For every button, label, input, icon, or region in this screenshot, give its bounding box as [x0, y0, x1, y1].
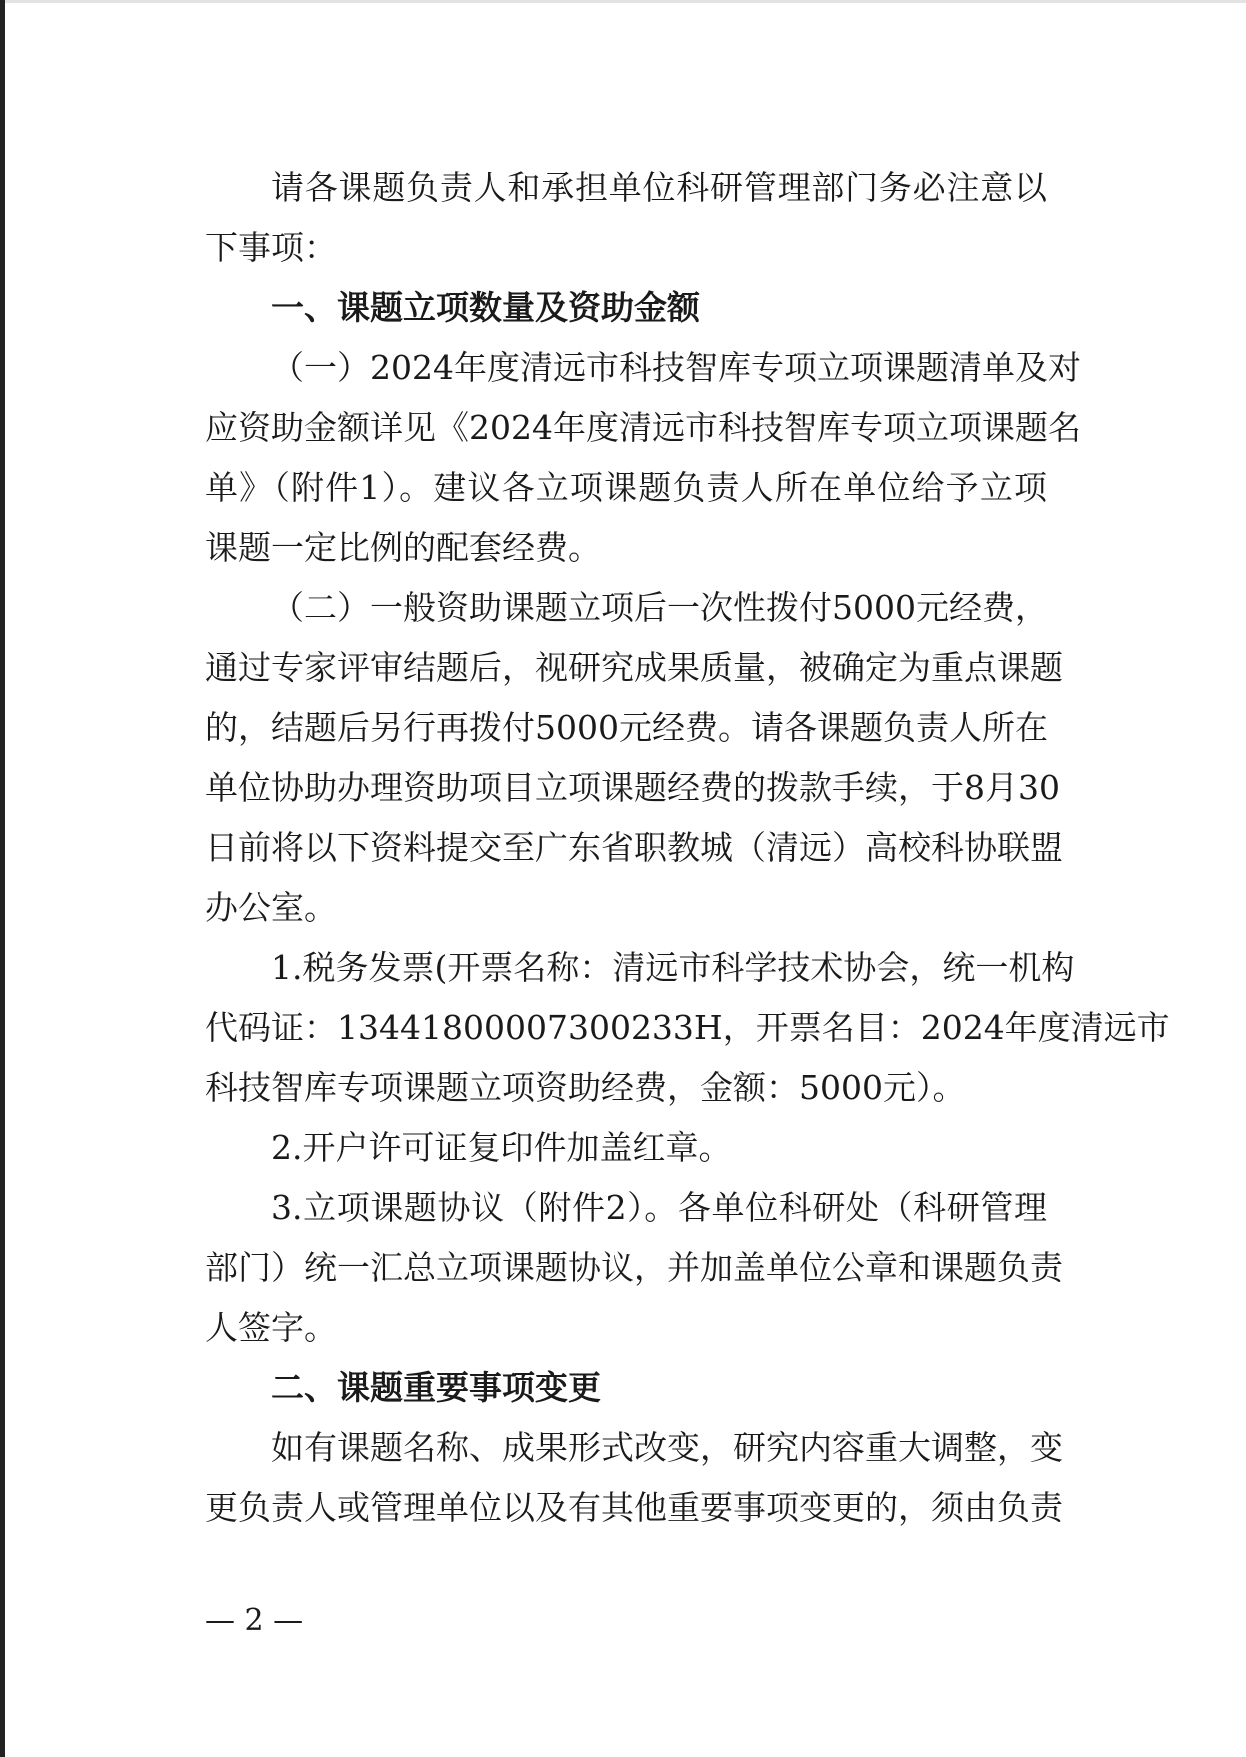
paragraph-line: 的，结题后另行再拨付5000元经费。请各课题负责人所在 — [205, 708, 1048, 747]
scan-left-edge — [0, 0, 5, 1757]
paragraph-line: （一）2024年度清远市科技智库专项立项课题清单及对 — [271, 348, 1081, 387]
paragraph-line: 应资助金额详见《2024年度清远市科技智库专项立项课题名 — [205, 408, 1081, 447]
paragraph-line: 如有课题名称、成果形式改变，研究内容重大调整，变 — [271, 1428, 1063, 1467]
paragraph-line: 课题一定比例的配套经费。 — [205, 528, 601, 567]
paragraph-line: 代码证：13441800007300233H，开票名目：2024年度清远市 — [205, 1008, 1170, 1047]
scan-top-edge — [0, 0, 1246, 3]
paragraph-line: 办公室。 — [205, 888, 337, 927]
paragraph-line: 人签字。 — [205, 1308, 337, 1347]
paragraph-line: 1.税务发票(开票名称：清远市科学技术协会，统一机构 — [271, 948, 1075, 987]
paragraph-line: 通过专家评审结题后，视研究成果质量，被确定为重点课题 — [205, 648, 1063, 687]
paragraph-line: 单位协助办理资助项目立项课题经费的拨款手续，于8月30 — [205, 768, 1060, 807]
paragraph-line: 科技智库专项课题立项资助经费，金额：5000元）。 — [205, 1068, 966, 1107]
paragraph-line: 更负责人或管理单位以及有其他重要事项变更的，须由负责 — [205, 1488, 1063, 1527]
paragraph-line: 日前将以下资料提交至广东省职教城（清远）高校科协联盟 — [205, 828, 1063, 867]
paragraph-line: 3.立项课题协议（附件2）。各单位科研处（科研管理 — [271, 1188, 1047, 1227]
page-number: — 2 — — [205, 1603, 304, 1638]
paragraph-line: 2.开户许可证复印件加盖红章。 — [271, 1128, 732, 1167]
section-heading: 一、课题立项数量及资助金额 — [271, 288, 700, 327]
paragraph-line: 部门）统一汇总立项课题协议，并加盖单位公章和课题负责 — [205, 1248, 1063, 1287]
paragraph-line: （二）一般资助课题立项后一次性拨付5000元经费， — [271, 588, 1048, 627]
paragraph-line: 请各课题负责人和承担单位科研管理部门务必注意以 — [271, 168, 1047, 207]
paragraph-line: 单》（附件1）。建议各立项课题负责人所在单位给予立项 — [205, 468, 1047, 507]
paragraph-line: 下事项： — [205, 228, 337, 267]
section-heading: 二、课题重要事项变更 — [271, 1368, 601, 1407]
